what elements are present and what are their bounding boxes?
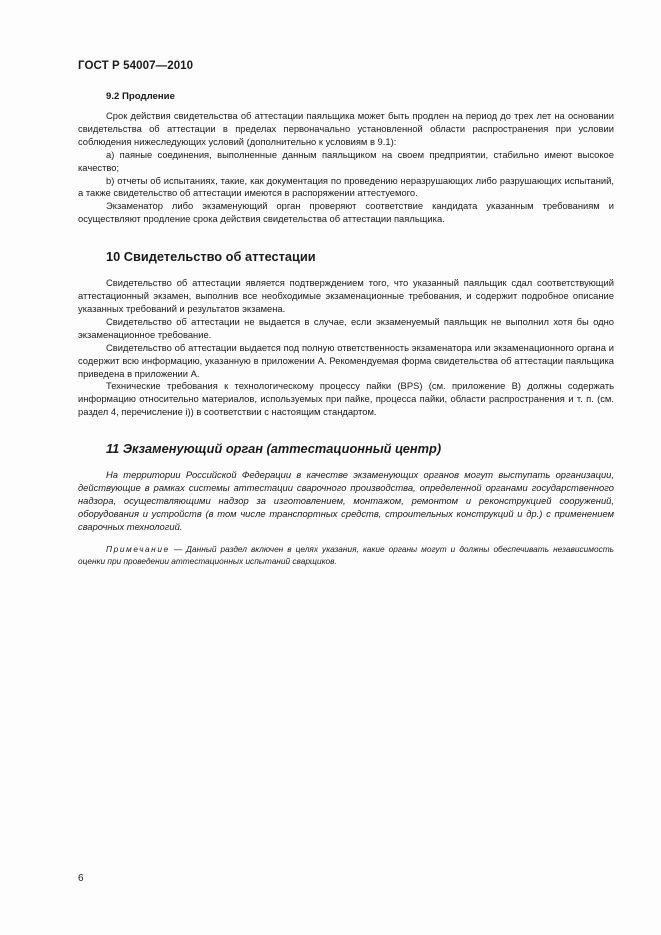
paragraph: Срок действия свидетельства об аттестации паяльщика может быть продлен на период до трех лет на основании свидетельства об аттестации в пределах первоначально установленной области распространения при условии соблюдения нижеследующих условий (дополнительно к условиям в 9.1):	[78, 110, 614, 147]
paragraph: Технические требования к технологическому процессу пайки (BPS) (см. приложение В) должны содержать информацию относительно материалов, используемых при пайке, процесса пайки, области распространения и т. п. (см. раздел 4, перечисление i)) в соответствии с настоящим стандартом.	[78, 380, 614, 418]
paragraph: Экзаменатор либо экзаменующий орган проверяют соответствие кандидата указанным требованиям и осуществляют продление срока действия свидетельства об аттестации паяльщика.	[78, 200, 614, 225]
list-item-b: b) отчеты об испытаниях, такие, как документация по проведению неразрушающих либо разрушающих испытаний, а также свидетельство об аттестации имеются в распоряжении аттестуемого.	[78, 174, 614, 199]
section-10-title: 10 Свидетельство об аттестации	[106, 249, 316, 265]
paragraph: На территории Российской Федерации в качестве экзаменующих органов могут выступать организации, действующие в рамках системы аттестации сварочного производства, определенной органами государственного надзора, осуществляющими надзор за изготовлением, монтажом, ремонтом и реконструкцией сооружений, оборудования и устройств (в том числе транспортных средств, строительных конструкций и др.) с применением сварочных технологий.	[78, 469, 614, 532]
note-label: Примечание	[106, 543, 170, 554]
list-item-a: a) паяные соединения, выполненные данным паяльщиком на своем предприятии, стабильно имеют высокое качество;	[78, 148, 614, 173]
page-number: 6	[78, 873, 84, 884]
paragraph: Свидетельство об аттестации выдается под полную ответственность экзаменатора или экзаменационного органа и содержит всю информацию, указанную в приложении А. Рекомендуемая форма свидетельства об аттестации паяльщика приведена в приложении А.	[78, 341, 614, 379]
paragraph: Свидетельство об аттестации не выдается в случае, если экзаменуемый паяльщик не выполнил хотя бы одно экзаменационное требование.	[78, 315, 614, 340]
note-text: — Данный раздел включен в целях указания, какие органы могут и должны обеспечивать независимость оценки при проведении аттестационных испытаний сварщиков.	[78, 543, 614, 566]
note	[78, 543, 614, 567]
page-content	[78, 91, 614, 567]
section-11-title: 11 Экзаменующий орган (аттестационный центр)	[106, 441, 442, 457]
paragraph: Свидетельство об аттестации является подтверждением того, что указанный паяльщик сдал соответствующий аттестационный экзамен, выполнив все необходимые экзаменационные требования, и содержит подробное описание указанных требований и результатов экзамена.	[78, 277, 614, 314]
document-header: ГОСТ Р 54007—2010	[78, 60, 194, 72]
subsection-9-2-title: 9.2 Продление	[106, 91, 175, 102]
